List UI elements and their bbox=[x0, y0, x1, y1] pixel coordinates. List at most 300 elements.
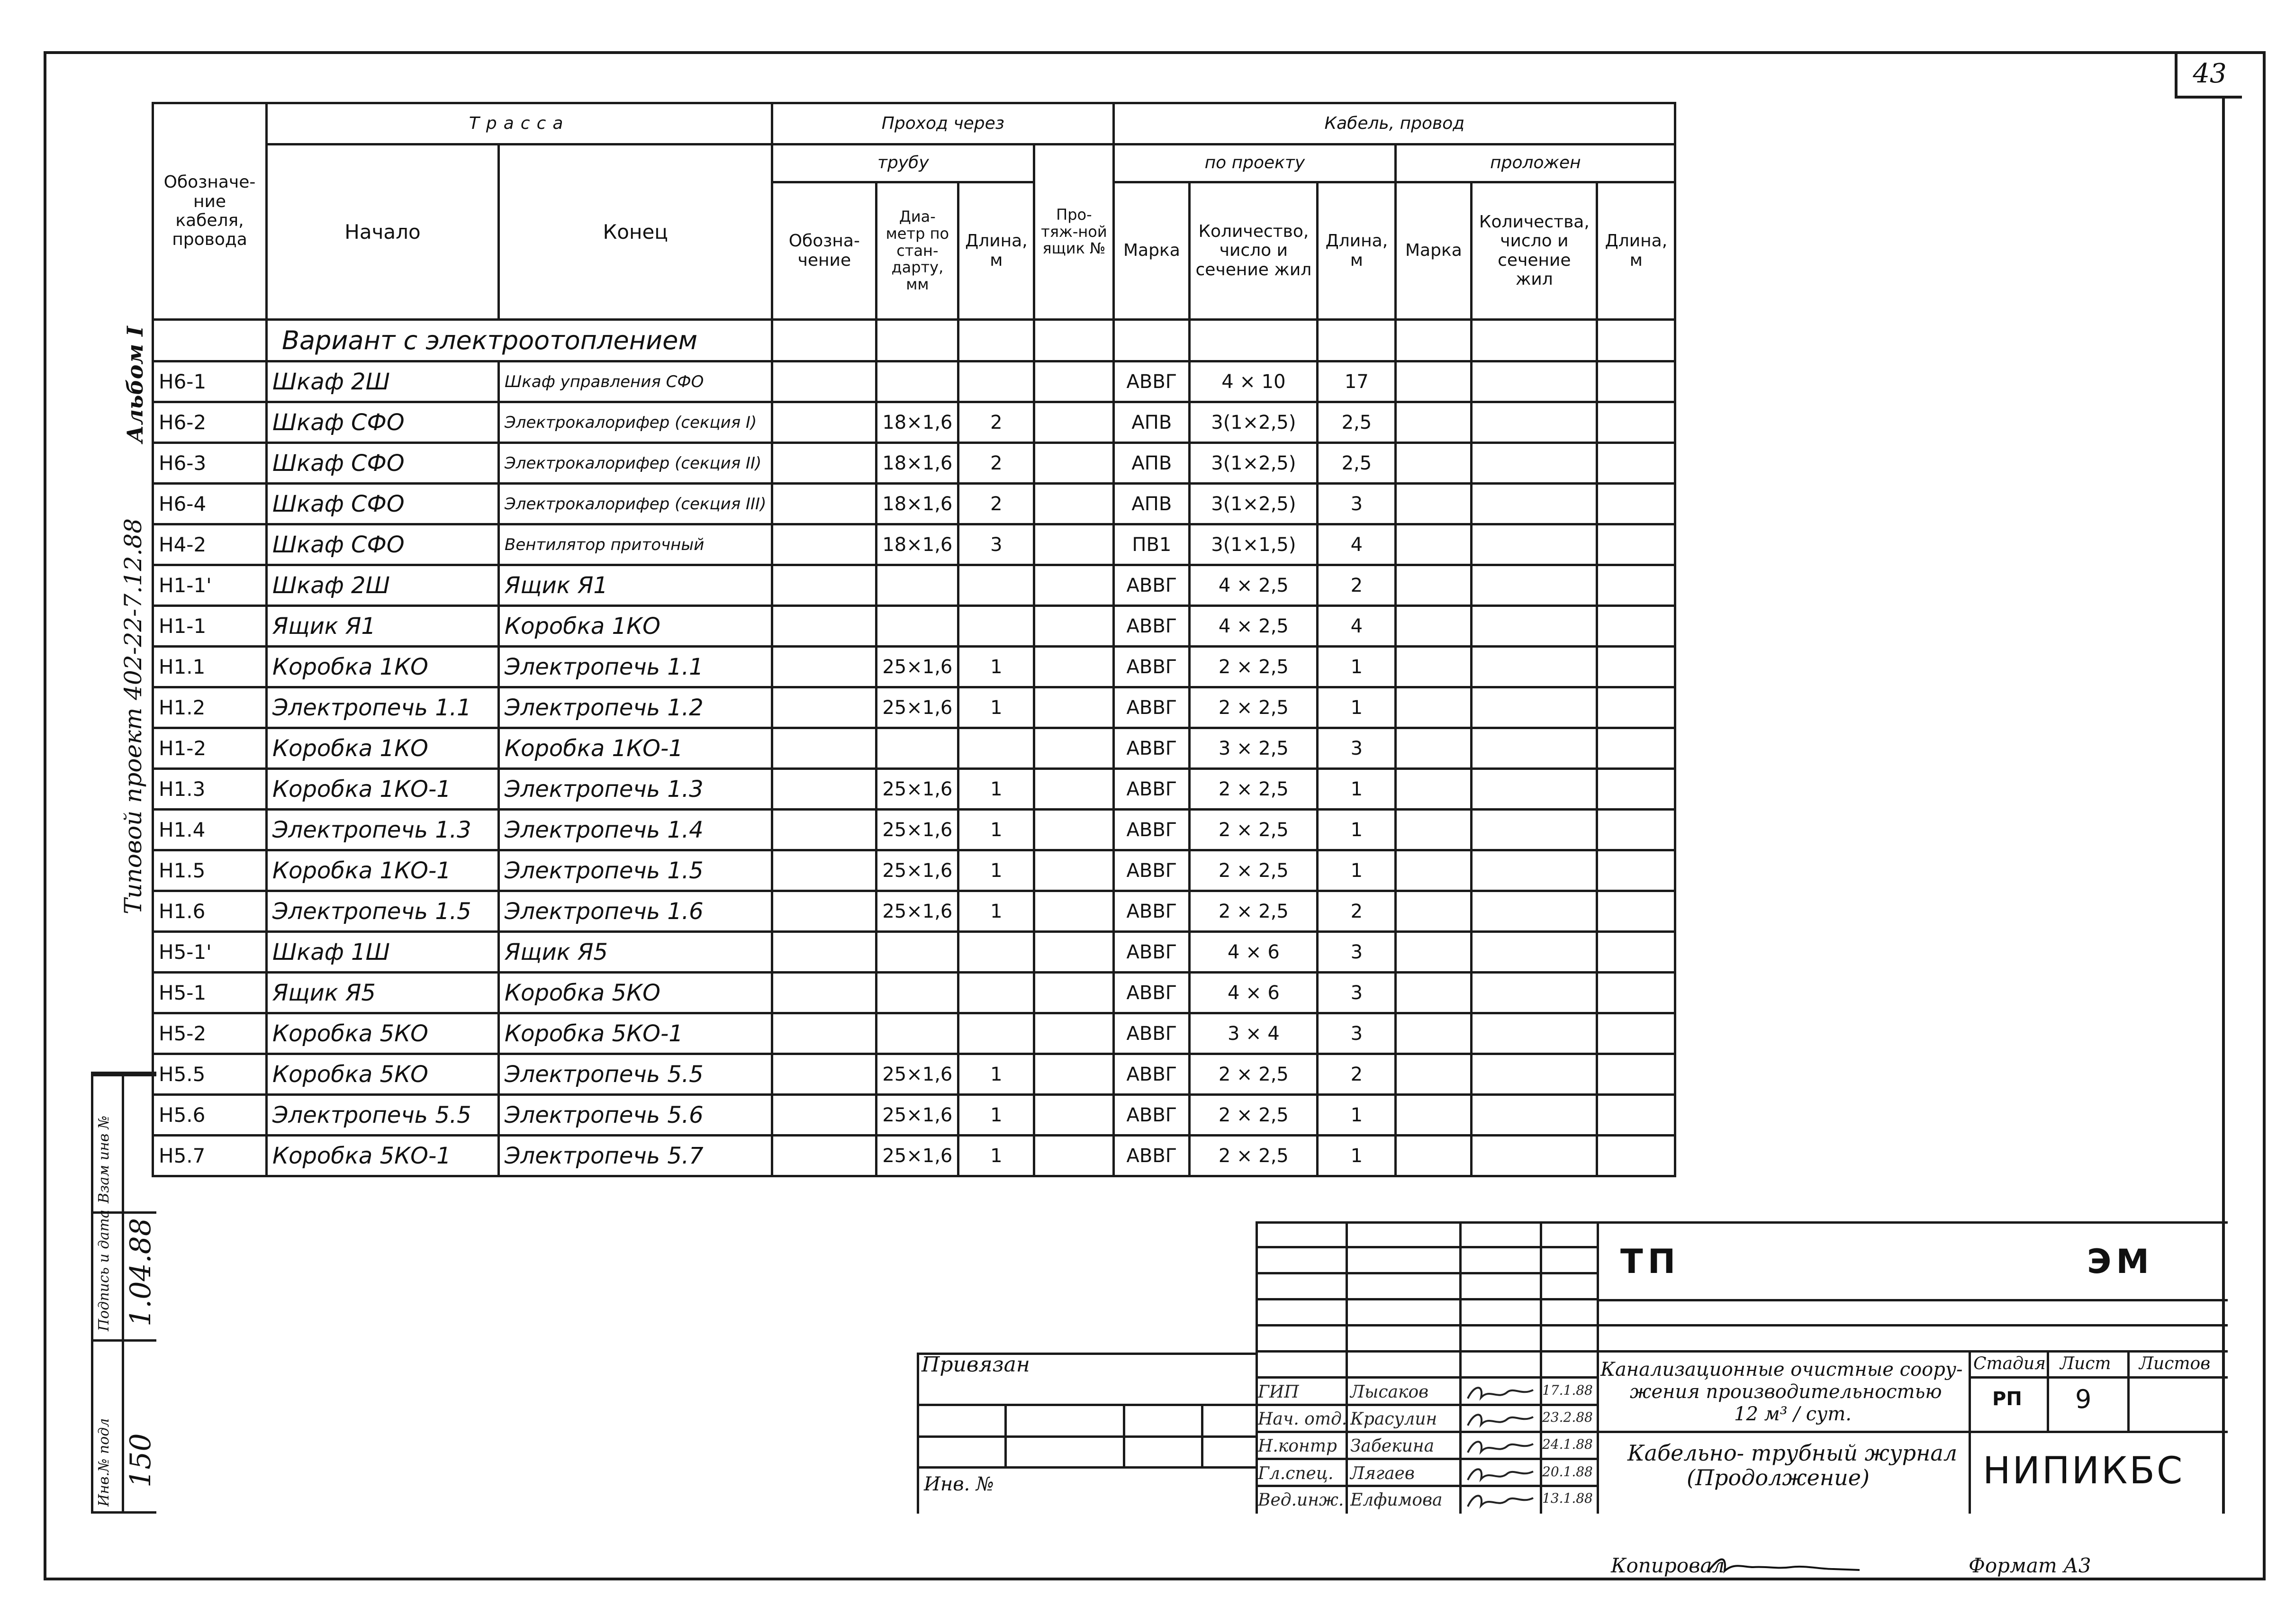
pull-box bbox=[1034, 728, 1114, 769]
pipe-diameter bbox=[876, 565, 958, 606]
pipe-length: 1 bbox=[958, 769, 1034, 810]
route-end: Коробка 1КО bbox=[499, 606, 772, 647]
laid-cores bbox=[1472, 850, 1597, 891]
laid-brand bbox=[1396, 769, 1472, 810]
route-start: Шкаф СФО bbox=[267, 402, 499, 443]
signer-role: Гл.спец. bbox=[1258, 1464, 1334, 1483]
route-start: Коробка 5КО-1 bbox=[267, 1136, 499, 1176]
cable-cores: 3 × 4 bbox=[1190, 1013, 1318, 1054]
col-cores-laid: Количества, число и сечение жил bbox=[1472, 182, 1597, 320]
laid-brand bbox=[1396, 810, 1472, 850]
pipe-length bbox=[958, 932, 1034, 973]
route-start: Коробка 1КО bbox=[267, 728, 499, 769]
table-row bbox=[153, 361, 1675, 402]
laid-brand bbox=[1396, 687, 1472, 728]
cable-length: 1 bbox=[1318, 1095, 1396, 1136]
col-passage: Проход через bbox=[772, 103, 1114, 144]
object-line-1: Канализационные очистные соору- bbox=[1600, 1359, 1963, 1380]
cable-length: 1 bbox=[1318, 850, 1396, 891]
signer-role: Вед.инж. bbox=[1258, 1490, 1344, 1510]
cable-code: Н1.2 bbox=[153, 687, 267, 728]
signer-role: Нач. отд. bbox=[1258, 1409, 1347, 1429]
pull-box bbox=[1034, 443, 1114, 484]
route-end: Шкаф управления СФО bbox=[499, 361, 772, 402]
pipe-length: 1 bbox=[958, 1095, 1034, 1136]
cable-length: 3 bbox=[1318, 1013, 1396, 1054]
pipe-designation bbox=[772, 606, 876, 647]
pipe-diameter: 25×1,6 bbox=[876, 850, 958, 891]
route-end: Коробка 1КО-1 bbox=[499, 728, 772, 769]
signer-name: Лысаков bbox=[1350, 1382, 1429, 1402]
sheets-label: Листов bbox=[2139, 1354, 2211, 1373]
table-row bbox=[153, 443, 1675, 484]
cable-brand: АВВГ bbox=[1114, 361, 1190, 402]
strip-sign-date: 1.04.88 bbox=[124, 1218, 157, 1326]
cable-cores: 3(1×2,5) bbox=[1190, 484, 1318, 524]
laid-brand bbox=[1396, 443, 1472, 484]
cable-cores: 2 × 2,5 bbox=[1190, 769, 1318, 810]
cable-cores: 2 × 2,5 bbox=[1190, 850, 1318, 891]
cable-brand: АВВГ bbox=[1114, 932, 1190, 973]
route-start: Коробка 5КО bbox=[267, 1013, 499, 1054]
laid-brand bbox=[1396, 402, 1472, 443]
laid-cores bbox=[1472, 524, 1597, 565]
sheet-number: 43 bbox=[2175, 51, 2242, 99]
pipe-designation bbox=[772, 769, 876, 810]
col-route: Трасса bbox=[267, 103, 772, 144]
doc-line-2: (Продолжение) bbox=[1687, 1465, 1870, 1490]
route-start: Шкаф СФО bbox=[267, 484, 499, 524]
album-label: Альбом I bbox=[122, 326, 148, 443]
pipe-designation bbox=[772, 647, 876, 687]
laid-brand bbox=[1396, 606, 1472, 647]
route-start: Шкаф 2Ш bbox=[267, 361, 499, 402]
signature-icon bbox=[1465, 1381, 1536, 1404]
cable-cores: 2 × 2,5 bbox=[1190, 1136, 1318, 1176]
pull-box bbox=[1034, 973, 1114, 1013]
sheet-label: Лист bbox=[2060, 1354, 2111, 1373]
laid-length bbox=[1597, 443, 1675, 484]
cable-cores: 4 × 2,5 bbox=[1190, 565, 1318, 606]
cable-length: 2,5 bbox=[1318, 402, 1396, 443]
cable-code: Н6-4 bbox=[153, 484, 267, 524]
signature-icon bbox=[1465, 1435, 1536, 1458]
signature-icon bbox=[1465, 1463, 1536, 1486]
laid-brand bbox=[1396, 973, 1472, 1013]
cable-code: Н1.6 bbox=[153, 891, 267, 932]
pipe-length: 1 bbox=[958, 687, 1034, 728]
table-row bbox=[153, 973, 1675, 1013]
cable-journal-table bbox=[152, 102, 1676, 1177]
project-label: Типовой проект 402-22-7.12.88 bbox=[119, 518, 147, 914]
table-row bbox=[153, 728, 1675, 769]
table-row bbox=[153, 565, 1675, 606]
laid-brand bbox=[1396, 1136, 1472, 1176]
signer-role: ГИП bbox=[1258, 1382, 1299, 1402]
bound-label: Привязан bbox=[922, 1353, 1030, 1377]
pull-box bbox=[1034, 524, 1114, 565]
cable-code: Н1.1 bbox=[153, 647, 267, 687]
cable-brand: АВВГ bbox=[1114, 1136, 1190, 1176]
table-row bbox=[153, 524, 1675, 565]
cable-code: Н5-1 bbox=[153, 973, 267, 1013]
laid-length bbox=[1597, 850, 1675, 891]
col-cores: Количество, число и сечение жил bbox=[1190, 182, 1318, 320]
cable-brand: АВВГ bbox=[1114, 606, 1190, 647]
laid-cores bbox=[1472, 443, 1597, 484]
route-end: Электропечь 1.6 bbox=[499, 891, 772, 932]
sheet-value: 9 bbox=[2075, 1384, 2092, 1414]
pull-box bbox=[1034, 1095, 1114, 1136]
pipe-diameter bbox=[876, 1013, 958, 1054]
laid-brand bbox=[1396, 484, 1472, 524]
table-row bbox=[153, 402, 1675, 443]
pipe-length bbox=[958, 1013, 1034, 1054]
cable-length: 1 bbox=[1318, 810, 1396, 850]
pull-box bbox=[1034, 850, 1114, 891]
pipe-length: 1 bbox=[958, 1054, 1034, 1095]
object-line-3: 12 м³ / сут. bbox=[1734, 1403, 1852, 1425]
cable-length: 17 bbox=[1318, 361, 1396, 402]
pipe-length bbox=[958, 361, 1034, 402]
laid-length bbox=[1597, 402, 1675, 443]
pipe-designation bbox=[772, 361, 876, 402]
route-start: Коробка 5КО bbox=[267, 1054, 499, 1095]
format-label: Формат А3 bbox=[1969, 1554, 2091, 1577]
pull-box bbox=[1034, 565, 1114, 606]
route-start: Коробка 1КО-1 bbox=[267, 850, 499, 891]
cable-brand: АВВГ bbox=[1114, 728, 1190, 769]
route-end: Электропечь 1.3 bbox=[499, 769, 772, 810]
pull-box bbox=[1034, 1013, 1114, 1054]
pipe-designation bbox=[772, 973, 876, 1013]
cable-brand: АВВГ bbox=[1114, 973, 1190, 1013]
pull-box bbox=[1034, 687, 1114, 728]
pipe-designation bbox=[772, 1136, 876, 1176]
cable-cores: 4 × 10 bbox=[1190, 361, 1318, 402]
org-name: НИПИКБС bbox=[1983, 1450, 2185, 1492]
laid-length bbox=[1597, 1136, 1675, 1176]
cable-length: 3 bbox=[1318, 728, 1396, 769]
pipe-length: 1 bbox=[958, 1136, 1034, 1176]
laid-cores bbox=[1472, 606, 1597, 647]
strip-label-sign: Подпись и дата bbox=[96, 1209, 112, 1331]
cable-cores: 3 × 2,5 bbox=[1190, 728, 1318, 769]
table-row bbox=[153, 891, 1675, 932]
route-start: Шкаф 2Ш bbox=[267, 565, 499, 606]
pipe-diameter: 18×1,6 bbox=[876, 402, 958, 443]
stage-value: РП bbox=[1992, 1388, 2022, 1410]
cable-brand: АВВГ bbox=[1114, 1095, 1190, 1136]
col-pipe-designation: Обозна-чение bbox=[772, 182, 876, 320]
object-line-2: жения производительностью bbox=[1630, 1381, 1942, 1403]
col-brand-laid: Марка bbox=[1396, 182, 1472, 320]
signer-name: Забекина bbox=[1350, 1436, 1435, 1456]
route-start: Коробка 1КО-1 bbox=[267, 769, 499, 810]
route-start: Шкаф СФО bbox=[267, 524, 499, 565]
cable-brand: АВВГ bbox=[1114, 687, 1190, 728]
pull-box bbox=[1034, 810, 1114, 850]
cable-cores: 3(1×2,5) bbox=[1190, 402, 1318, 443]
route-end: Коробка 5КО-1 bbox=[499, 1013, 772, 1054]
cable-code: Н1.3 bbox=[153, 769, 267, 810]
cable-length: 1 bbox=[1318, 647, 1396, 687]
cable-code: Н1-1 bbox=[153, 606, 267, 647]
col-designation: Обозначе-ние кабеля, провода bbox=[153, 103, 267, 320]
sign-date: 23.2.88 bbox=[1542, 1409, 1593, 1425]
cable-brand: АВВГ bbox=[1114, 769, 1190, 810]
pipe-designation bbox=[772, 484, 876, 524]
cable-cores: 2 × 2,5 bbox=[1190, 687, 1318, 728]
cable-cores: 2 × 2,5 bbox=[1190, 647, 1318, 687]
copier-signature-icon bbox=[1706, 1553, 1862, 1577]
laid-length bbox=[1597, 524, 1675, 565]
pipe-designation bbox=[772, 850, 876, 891]
pipe-length: 2 bbox=[958, 443, 1034, 484]
laid-length bbox=[1597, 1054, 1675, 1095]
pipe-diameter: 18×1,6 bbox=[876, 443, 958, 484]
strip-label-inv: Инв.№ подл bbox=[96, 1418, 112, 1507]
cable-code: Н5.5 bbox=[153, 1054, 267, 1095]
pull-box bbox=[1034, 647, 1114, 687]
col-pipe: трубу bbox=[772, 144, 1034, 182]
cable-code: Н6-3 bbox=[153, 443, 267, 484]
cable-code: Н5-1' bbox=[153, 932, 267, 973]
laid-length bbox=[1597, 565, 1675, 606]
table-row bbox=[153, 769, 1675, 810]
pull-box bbox=[1034, 1136, 1114, 1176]
route-start: Шкаф СФО bbox=[267, 443, 499, 484]
laid-cores bbox=[1472, 361, 1597, 402]
pull-box bbox=[1034, 1054, 1114, 1095]
cable-length: 2 bbox=[1318, 891, 1396, 932]
cable-cores: 4 × 6 bbox=[1190, 973, 1318, 1013]
cable-brand: АВВГ bbox=[1114, 565, 1190, 606]
laid-cores bbox=[1472, 647, 1597, 687]
table-row bbox=[153, 1013, 1675, 1054]
laid-cores bbox=[1472, 973, 1597, 1013]
cable-code: Н5-2 bbox=[153, 1013, 267, 1054]
strip-label-replace: Взам инв № bbox=[96, 1115, 112, 1203]
variant-row: Вариант с электроотоплением bbox=[267, 320, 772, 361]
route-end: Ящик Я1 bbox=[499, 565, 772, 606]
route-end: Электрокалорифер (секция II) bbox=[499, 443, 772, 484]
route-end: Электропечь 1.2 bbox=[499, 687, 772, 728]
table-row bbox=[153, 1054, 1675, 1095]
laid-length bbox=[1597, 484, 1675, 524]
table-row bbox=[153, 850, 1675, 891]
laid-brand bbox=[1396, 728, 1472, 769]
laid-cores bbox=[1472, 932, 1597, 973]
code-tp: ТП bbox=[1620, 1242, 1681, 1281]
col-route-end: Конец bbox=[499, 144, 772, 320]
cable-length: 3 bbox=[1318, 973, 1396, 1013]
cable-code: Н6-1 bbox=[153, 361, 267, 402]
cable-length: 3 bbox=[1318, 932, 1396, 973]
strip-inv-no: 150 bbox=[124, 1433, 157, 1488]
route-start: Ящик Я5 bbox=[267, 973, 499, 1013]
doc-line-1: Кабельно- трубный журнал bbox=[1627, 1440, 1958, 1466]
cable-code: Н1.5 bbox=[153, 850, 267, 891]
pull-box bbox=[1034, 402, 1114, 443]
laid-cores bbox=[1472, 565, 1597, 606]
laid-cores bbox=[1472, 810, 1597, 850]
laid-length bbox=[1597, 687, 1675, 728]
cable-brand: АВВГ bbox=[1114, 1013, 1190, 1054]
pipe-designation bbox=[772, 443, 876, 484]
laid-cores bbox=[1472, 728, 1597, 769]
pipe-diameter bbox=[876, 361, 958, 402]
pull-box bbox=[1034, 606, 1114, 647]
route-end: Электропечь 5.5 bbox=[499, 1054, 772, 1095]
route-start: Шкаф 1Ш bbox=[267, 932, 499, 973]
cable-brand: АПВ bbox=[1114, 443, 1190, 484]
laid-cores bbox=[1472, 687, 1597, 728]
laid-length bbox=[1597, 1013, 1675, 1054]
route-start: Электропечь 5.5 bbox=[267, 1095, 499, 1136]
pipe-diameter: 25×1,6 bbox=[876, 647, 958, 687]
laid-brand bbox=[1396, 1054, 1472, 1095]
cable-brand: АВВГ bbox=[1114, 850, 1190, 891]
signer-role: Н.контр bbox=[1258, 1436, 1337, 1456]
laid-brand bbox=[1396, 891, 1472, 932]
cable-code: Н1.4 bbox=[153, 810, 267, 850]
laid-cores bbox=[1472, 1013, 1597, 1054]
cable-code: Н1-1' bbox=[153, 565, 267, 606]
cable-cores: 2 × 2,5 bbox=[1190, 891, 1318, 932]
pipe-length: 1 bbox=[958, 891, 1034, 932]
pull-box bbox=[1034, 932, 1114, 973]
cable-cores: 4 × 2,5 bbox=[1190, 606, 1318, 647]
pipe-designation bbox=[772, 524, 876, 565]
table-row bbox=[153, 1136, 1675, 1176]
pull-box bbox=[1034, 484, 1114, 524]
pipe-length: 1 bbox=[958, 810, 1034, 850]
col-route-start: Начало bbox=[267, 144, 499, 320]
signer-name: Елфимова bbox=[1350, 1490, 1443, 1510]
pipe-designation bbox=[772, 891, 876, 932]
route-start: Ящик Я1 bbox=[267, 606, 499, 647]
pipe-diameter bbox=[876, 606, 958, 647]
cable-brand: ПВ1 bbox=[1114, 524, 1190, 565]
table-row bbox=[153, 484, 1675, 524]
pipe-diameter bbox=[876, 932, 958, 973]
cable-length: 1 bbox=[1318, 687, 1396, 728]
pipe-diameter: 25×1,6 bbox=[876, 1054, 958, 1095]
pipe-length: 1 bbox=[958, 647, 1034, 687]
laid-brand bbox=[1396, 565, 1472, 606]
col-pipe-diameter: Диа-метр по стан-дарту, мм bbox=[876, 182, 958, 320]
route-end: Электропечь 1.1 bbox=[499, 647, 772, 687]
cable-length: 1 bbox=[1318, 1136, 1396, 1176]
pipe-diameter: 18×1,6 bbox=[876, 524, 958, 565]
pipe-length: 2 bbox=[958, 484, 1034, 524]
table-row bbox=[153, 606, 1675, 647]
pipe-designation bbox=[772, 1054, 876, 1095]
pull-box bbox=[1034, 361, 1114, 402]
pipe-designation bbox=[772, 565, 876, 606]
pipe-length: 1 bbox=[958, 850, 1034, 891]
inv-label: Инв. № bbox=[924, 1473, 994, 1495]
route-start: Коробка 1КО bbox=[267, 647, 499, 687]
laid-brand bbox=[1396, 1013, 1472, 1054]
laid-length bbox=[1597, 769, 1675, 810]
laid-length bbox=[1597, 932, 1675, 973]
pipe-diameter bbox=[876, 728, 958, 769]
cable-length: 2 bbox=[1318, 1054, 1396, 1095]
pipe-diameter: 25×1,6 bbox=[876, 1095, 958, 1136]
sign-date: 13.1.88 bbox=[1542, 1490, 1593, 1506]
cable-cores: 2 × 2,5 bbox=[1190, 1095, 1318, 1136]
laid-brand bbox=[1396, 361, 1472, 402]
pipe-diameter: 25×1,6 bbox=[876, 1136, 958, 1176]
pipe-designation bbox=[772, 1013, 876, 1054]
laid-length bbox=[1597, 810, 1675, 850]
pipe-designation bbox=[772, 402, 876, 443]
cable-brand: АПВ bbox=[1114, 402, 1190, 443]
signer-name: Лягаев bbox=[1350, 1464, 1415, 1483]
pipe-diameter: 25×1,6 bbox=[876, 687, 958, 728]
pipe-length: 3 bbox=[958, 524, 1034, 565]
laid-cores bbox=[1472, 1136, 1597, 1176]
laid-cores bbox=[1472, 1054, 1597, 1095]
table-row bbox=[153, 647, 1675, 687]
laid-length bbox=[1597, 606, 1675, 647]
pipe-designation bbox=[772, 687, 876, 728]
cable-brand: АВВГ bbox=[1114, 647, 1190, 687]
copied-label: Копировал bbox=[1611, 1554, 1725, 1577]
cable-code: Н4-2 bbox=[153, 524, 267, 565]
cable-code: Н6-2 bbox=[153, 402, 267, 443]
pipe-length bbox=[958, 728, 1034, 769]
cable-cores: 3(1×1,5) bbox=[1190, 524, 1318, 565]
cable-length: 1 bbox=[1318, 769, 1396, 810]
cable-cores: 2 × 2,5 bbox=[1190, 1054, 1318, 1095]
laid-cores bbox=[1472, 769, 1597, 810]
cable-length: 2 bbox=[1318, 565, 1396, 606]
sign-date: 24.1.88 bbox=[1542, 1436, 1593, 1452]
table-row bbox=[153, 932, 1675, 973]
laid-cores bbox=[1472, 1095, 1597, 1136]
pipe-diameter: 25×1,6 bbox=[876, 769, 958, 810]
laid-brand bbox=[1396, 647, 1472, 687]
col-cable: Кабель, провод bbox=[1114, 103, 1675, 144]
route-end: Электропечь 5.7 bbox=[499, 1136, 772, 1176]
cable-brand: АВВГ bbox=[1114, 1054, 1190, 1095]
pipe-designation bbox=[772, 810, 876, 850]
table-row bbox=[153, 687, 1675, 728]
laid-length bbox=[1597, 728, 1675, 769]
cable-length: 2,5 bbox=[1318, 443, 1396, 484]
laid-cores bbox=[1472, 402, 1597, 443]
stage-label: Стадия bbox=[1973, 1354, 2046, 1373]
cable-cores: 3(1×2,5) bbox=[1190, 443, 1318, 484]
route-end: Электрокалорифер (секция III) bbox=[499, 484, 772, 524]
laid-length bbox=[1597, 973, 1675, 1013]
route-end: Электрокалорифер (секция I) bbox=[499, 402, 772, 443]
col-length: Длина, м bbox=[1318, 182, 1396, 320]
route-end: Ящик Я5 bbox=[499, 932, 772, 973]
col-pull-box: Про-тяж-ной ящик № bbox=[1034, 144, 1114, 320]
col-laid: проложен bbox=[1396, 144, 1675, 182]
pull-box bbox=[1034, 891, 1114, 932]
cable-brand: АВВГ bbox=[1114, 891, 1190, 932]
route-end: Коробка 5КО bbox=[499, 973, 772, 1013]
cable-length: 4 bbox=[1318, 524, 1396, 565]
laid-length bbox=[1597, 361, 1675, 402]
signature-icon bbox=[1465, 1489, 1536, 1512]
pipe-designation bbox=[772, 932, 876, 973]
